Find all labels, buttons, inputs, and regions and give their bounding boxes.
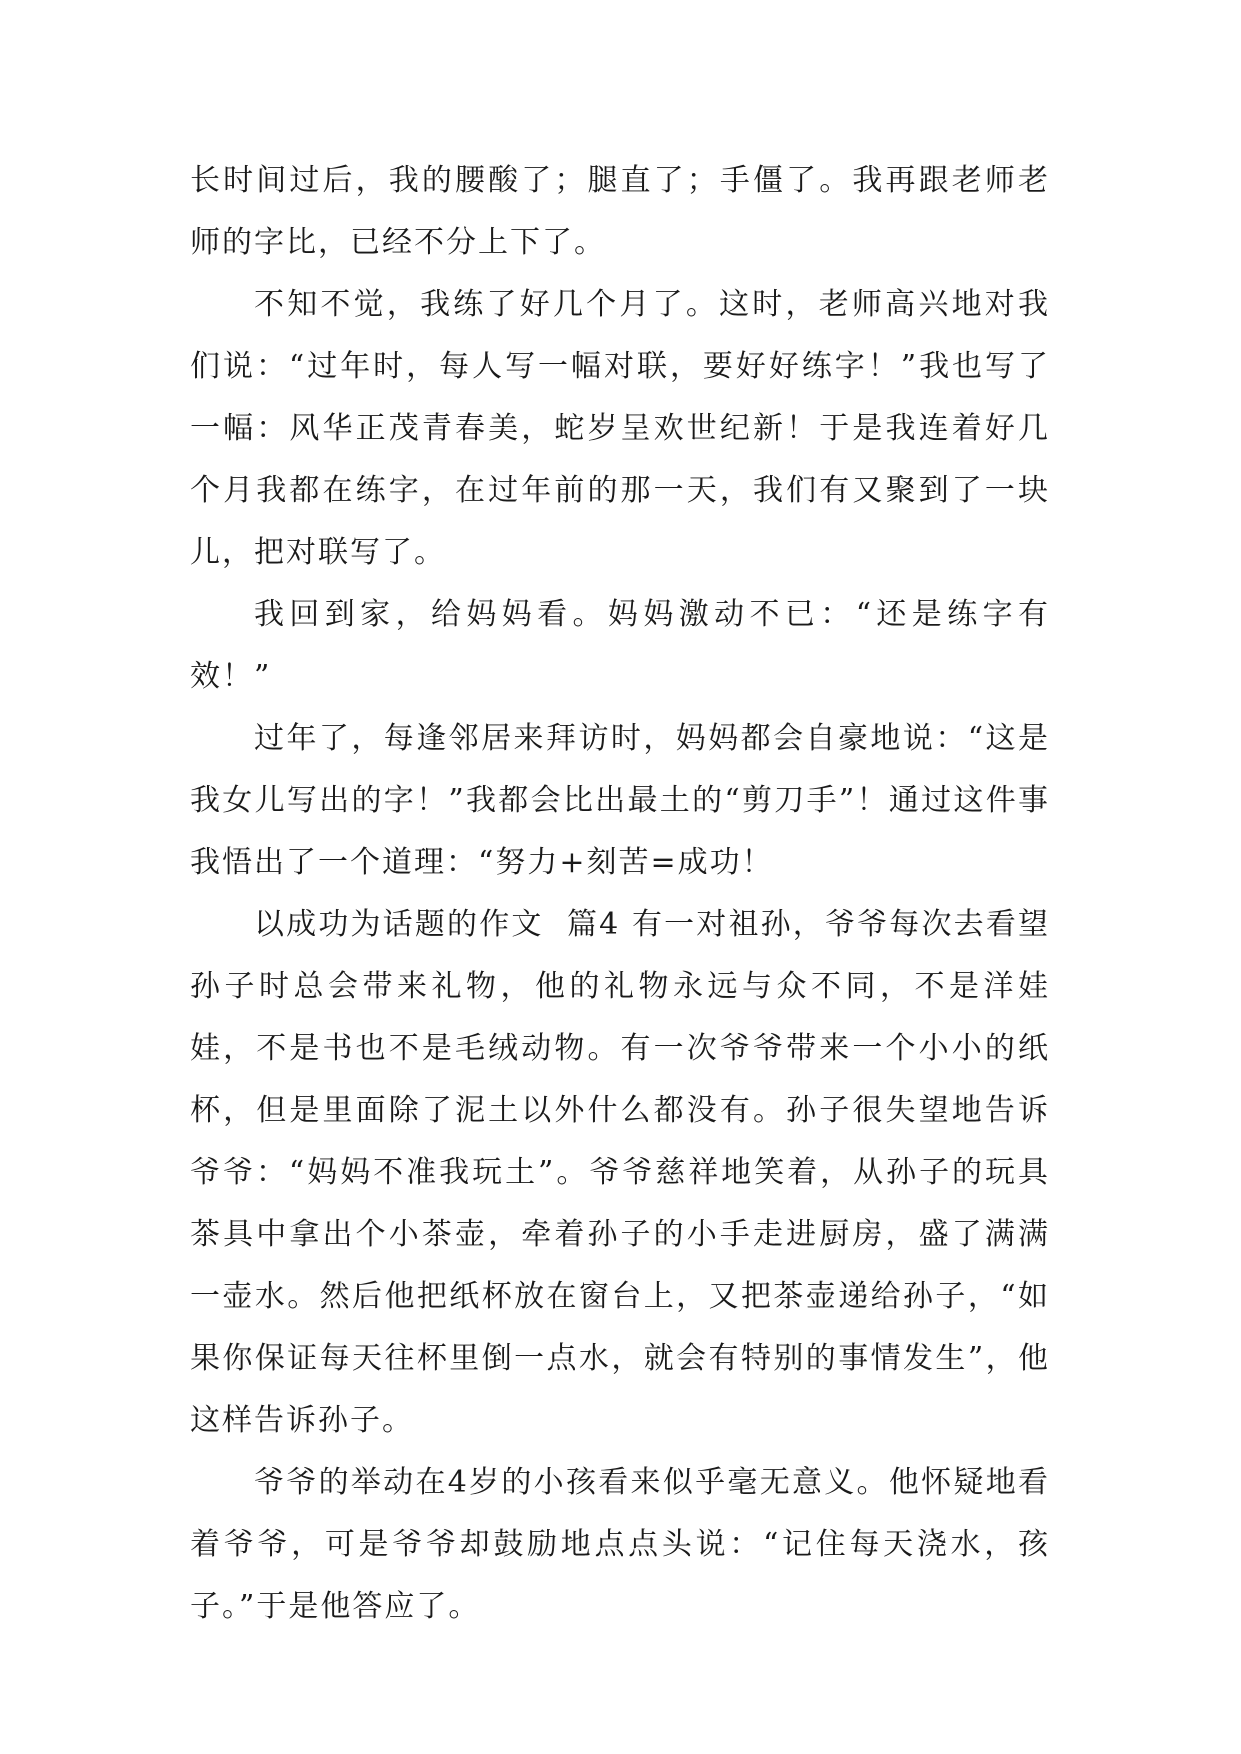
- paragraph-2: 不知不觉，我练了好几个月了。这时，老师高兴地对我们说：“过年时，每人写一幅对联，要好好练字！”我也写了一幅：风华正茂青春美，蛇岁呈欢世纪新！于是我连着好几个月我都在练字，在过年前的那一天，我们有又聚到了一块儿，把对联写了。: [190, 287, 1050, 570]
- paragraph-3: 我回到家，给妈妈看。妈妈激动不已：“还是练字有效！”: [190, 597, 1050, 694]
- paragraph-1: 长时间过后，我的腰酸了；腿直了；手僵了。我再跟老师老师的字比，已经不分上下了。: [190, 163, 1050, 260]
- paragraph-5: [190, 894, 1050, 1452]
- paragraph-5-text: 有一对祖孙，爷爷每次去看望孙子时总会带来礼物，他的礼物永远与众不同，不是洋娃娃，不是书也不是毛绒动物。有一次爷爷带来一个小小的纸杯，但是里面除了泥土以外什么都没有。孙子很失望地告诉爷爷：“妈妈不准我玩土”。爷爷慈祥地笑着，从孙子的玩具茶具中拿出个小茶壶，牵着孙子的小手走进厨房，盛了满满一壶水。然后他把纸杯放在窗台上，又把茶壶递给孙子，“如果你保证每天往杯里倒一点水，就会有特别的事情发生”，他这样告诉孙子。: [190, 907, 1050, 1438]
- essay-section-heading: 以成功为话题的作文 篇4: [254, 907, 621, 942]
- essay-body: [190, 150, 1050, 1638]
- paragraph-4: 过年了，每逢邻居来拜访时，妈妈都会自豪地说：“这是我女儿写出的字！”我都会比出最土的“剪刀手”！通过这件事我悟出了一个道理：“努力+刻苦=成功！: [190, 721, 1050, 880]
- paragraph-6: 爷爷的举动在4岁的小孩看来似乎毫无意义。他怀疑地看着爷爷，可是爷爷却鼓励地点点头说：“记住每天浇水，孩子。”于是他答应了。: [190, 1465, 1050, 1624]
